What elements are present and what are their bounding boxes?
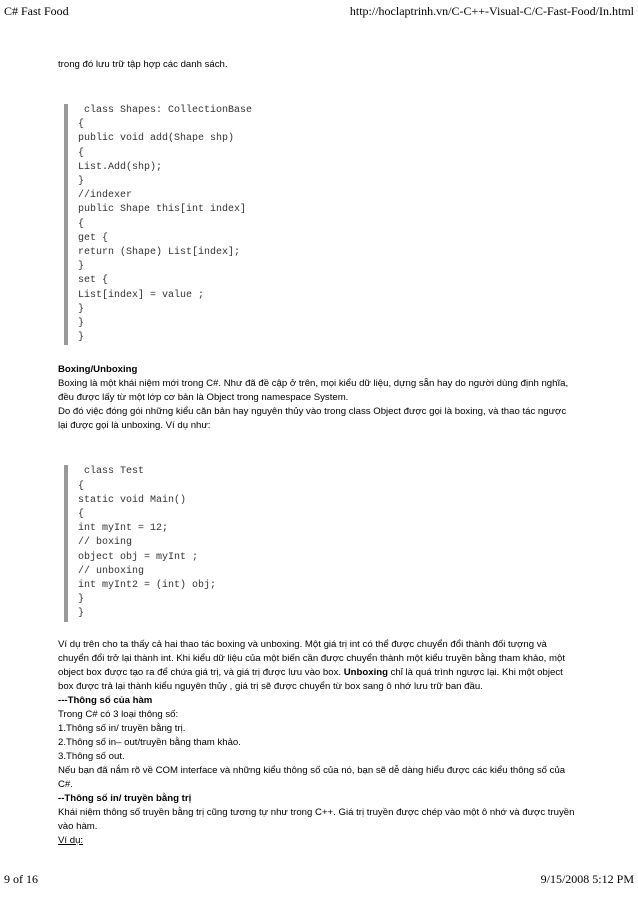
code-line: }: [78, 303, 85, 315]
header-title: C# Fast Food: [4, 4, 69, 18]
code-line: }: [78, 318, 85, 330]
byval-section: [58, 806, 578, 834]
unboxing-keyword: Unboxing: [343, 666, 388, 678]
paragraph-line: 1.Thông số in/ truyền bằng trị.: [58, 722, 186, 734]
code-line: List.Add(shp);: [78, 161, 163, 173]
code-block-test: [64, 465, 578, 621]
code-line: int myInt2 = (int) obj;: [78, 580, 217, 592]
params-section: [58, 708, 578, 792]
print-date: 9/15/2008 5:12 PM: [540, 872, 634, 886]
boxing-paragraph: [58, 377, 578, 433]
page-header: [4, 4, 634, 20]
code-line: class Test: [78, 466, 145, 478]
paragraph-line: Trong C# có 3 loại thông số:: [58, 708, 179, 720]
paragraph-line: vào hàm.: [58, 820, 98, 832]
paragraph-line: 2.Thông số in– out/truyền bằng tham khảo.: [58, 736, 241, 748]
intro-text: trong đó lưu trữ tập hợp các danh sách.: [58, 59, 228, 70]
paragraph-line: Nếu bạn đã nắm rõ về COM interface và những kiểu thông số của nó, bạn sẽ dễ dàng hiểu được các kiểu thông số của: [58, 764, 566, 776]
paragraph-line: 3.Thông số out.: [58, 750, 125, 762]
code-line: }: [78, 608, 85, 620]
code-line: }: [78, 261, 85, 273]
code-line: public Shape this[int index]: [78, 204, 247, 216]
code-line: // boxing: [78, 537, 133, 549]
params-heading: ---Thông số của hàm: [58, 694, 153, 706]
example-line: [58, 666, 578, 680]
header-url: http://hoclaptrinh.vn/C-C++-Visual-C/C-Fast-Food/In.html: [349, 4, 634, 18]
code-line: set {: [78, 275, 109, 287]
example-paragraph: [58, 638, 578, 694]
example-line: chuyển đổi trở lại thành int. Khi kiểu dữ liệu của một biến cần được chuyển thành một kiểu truyền bằng tham khảo, một: [58, 652, 566, 664]
code-line: List[index] = value ;: [78, 289, 205, 301]
page-number: 9 of 16: [4, 872, 38, 886]
code-line: //indexer: [78, 190, 133, 202]
code-line: int myInt = 12;: [78, 523, 169, 535]
code-line: }: [78, 594, 85, 606]
code-line: {: [78, 218, 85, 230]
boxing-heading: Boxing/Unboxing: [58, 364, 138, 376]
paragraph-line: Boxing là một khái niệm mới trong C#. Như đã đề cập ở trên, mọi kiểu dữ liệu, dựng sẵn hay do người dùng định nghĩa,: [58, 378, 569, 390]
paragraph-line: lại được gọi là unboxing. Ví dụ như:: [58, 420, 211, 432]
example-line-text: object box được tạo ra để chứa giá trị, và giá trị được lưu vào box.: [58, 666, 344, 678]
page-footer: [4, 872, 634, 888]
paragraph-line: Do đó việc đóng gói những kiểu căn bản hay nguyên thủy vào trong class Object được gọi là boxing, và thao tác ngược: [58, 406, 567, 418]
code-line: }: [78, 332, 85, 344]
example-line: box được trả lại thành kiểu nguyên thủy , giá trị sẽ được chuyển từ box sang ô nhớ lưu trữ ban đầu.: [58, 680, 483, 692]
code-line: {: [78, 509, 85, 521]
code-line: {: [78, 480, 85, 492]
example-line: Ví dụ trên cho ta thấy cả hai thao tác boxing và unboxing. Một giá trị int có thể được chuyển đổi thành đối tượng và: [58, 638, 547, 650]
code-line: public void add(Shape shp): [78, 133, 235, 145]
paragraph-line: Khái niệm thông số truyền bằng trị cũng tương tự như trong C++. Giá trị truyền được chép vào một ô nhớ và được truyền: [58, 806, 575, 818]
code-line: // unboxing: [78, 565, 145, 577]
code-line: {: [78, 119, 85, 131]
example-label: Ví dụ:: [58, 834, 84, 846]
code-line: object obj = myInt ;: [78, 551, 199, 563]
code-line: static void Main(): [78, 494, 187, 506]
paragraph-line: đều được lấy từ một lớp cơ bản là Object trong namespace System.: [58, 392, 349, 404]
code-line: }: [78, 176, 85, 188]
code-block-shapes: [64, 104, 578, 345]
code-line: {: [78, 147, 85, 159]
code-line: class Shapes: CollectionBase: [78, 105, 253, 116]
paragraph-line: C#.: [58, 778, 73, 790]
code-line: return (Shape) List[index];: [78, 247, 241, 259]
example-line-text: chỉ là quá trình ngược lại. Khi một object: [387, 666, 563, 678]
code-line: get {: [78, 232, 109, 244]
byval-heading: --Thông số in/ truyền bằng trị: [58, 792, 192, 804]
document-body: [58, 58, 578, 848]
